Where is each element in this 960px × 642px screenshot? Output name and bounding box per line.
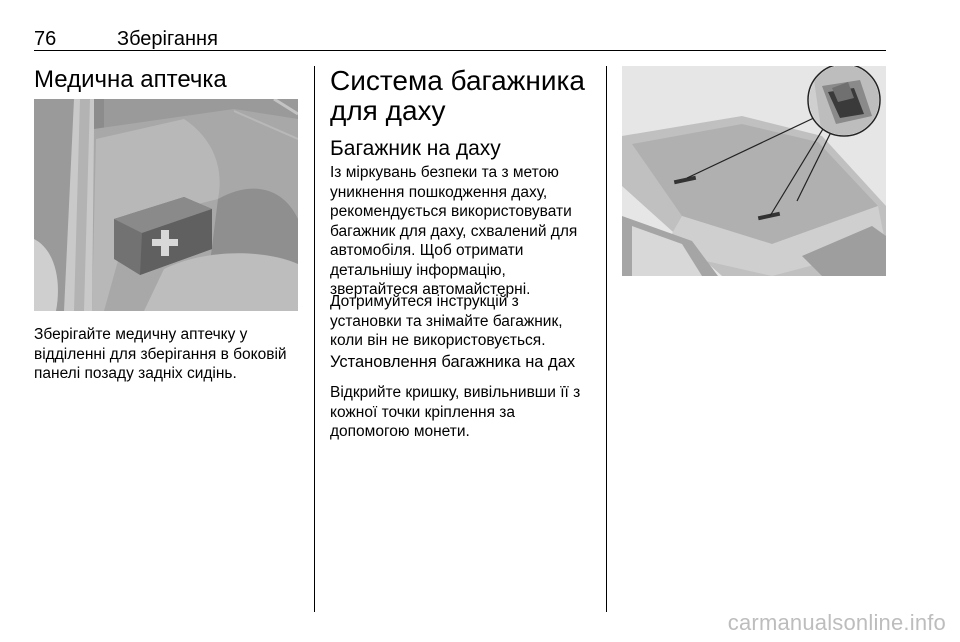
roof-mount-points-illustration [622,66,886,276]
column-divider-2 [606,66,607,612]
first-aid-heading: Медична аптечка [34,66,227,93]
first-aid-paragraph: Зберігайте медичну аптечку у відділенні для зберігання в боковій панелі позаду задніх сидінь. [34,326,287,382]
first-aid-kit-illustration [34,99,298,311]
first-aid-kit-figure [34,99,298,311]
roof-rack-install-subheading: Установлення багажника на дах [330,353,576,371]
page-number: 76 [34,28,57,50]
roof-rack-system-heading-line2: для даху [330,95,446,126]
chapter-title: Зберігання [117,28,218,50]
page-header [34,18,886,50]
roof-mount-figure [622,66,886,276]
watermark: carmanualsonline.info [727,610,946,635]
roof-rack-install-paragraph: Відкрийте кришку, вивільнивши її з кожної точки кріплення за допомогою монети. [330,384,581,440]
header-rule [34,50,886,51]
roof-rack-subheading: Багажник на даху [330,137,501,160]
roof-rack-instructions-paragraph: Дотримуйтеся інструкцій з установки та знімайте багажник, коли він не використовується. [330,293,563,349]
roof-rack-system-heading-line1: Система багажника [330,65,585,96]
column-divider-1 [314,66,315,612]
roof-rack-safety-paragraph: Із міркувань безпеки та з метою уникнення пошкодження даху, рекомендується використовувати багажник для даху, схвалений для автомобіля. Щоб отримати детальнішу інформацію, звертайтеся автомайстерні. [330,164,578,298]
